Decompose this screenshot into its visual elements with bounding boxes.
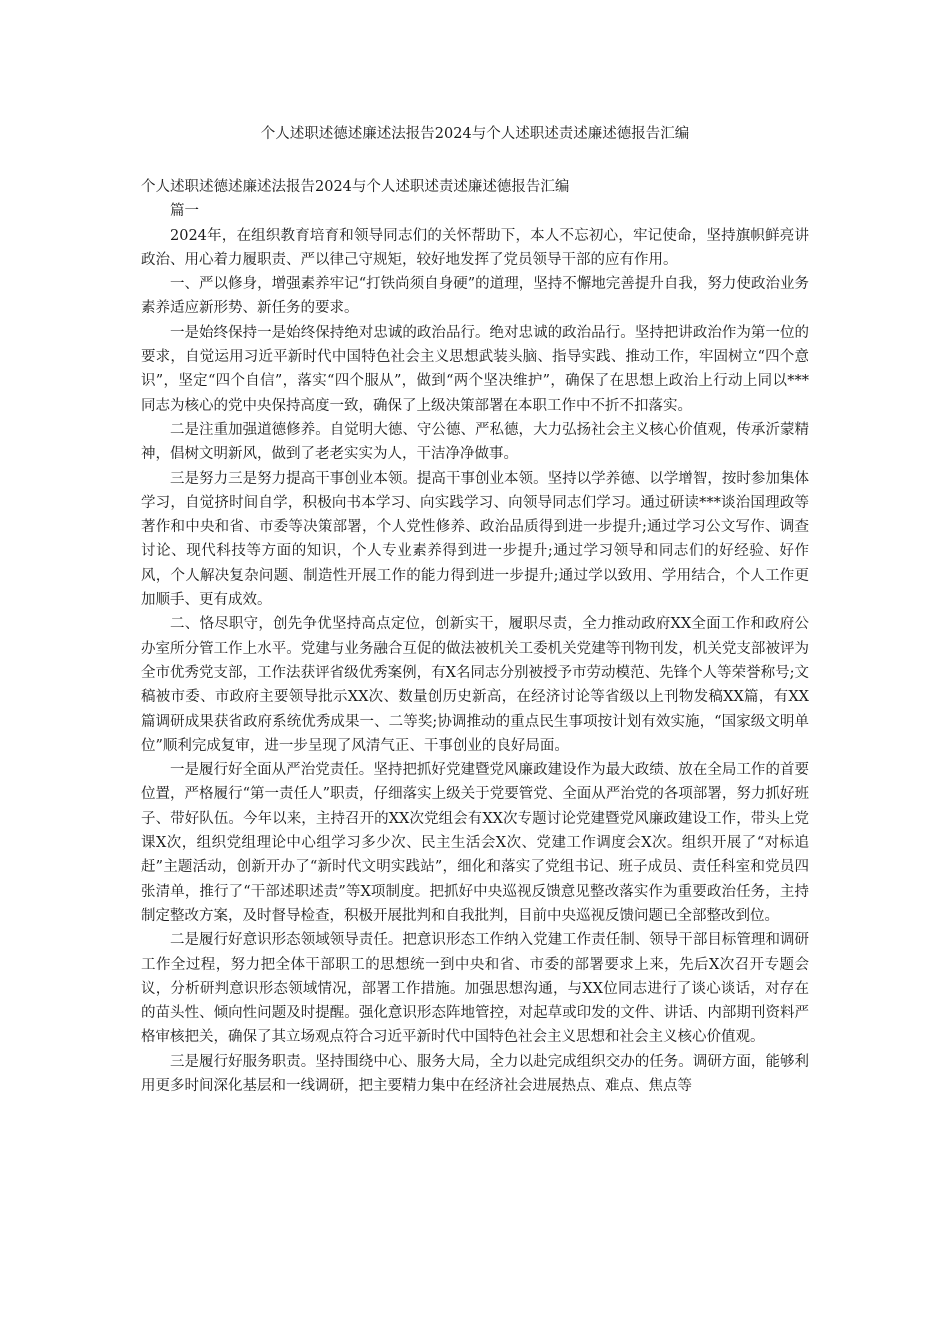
paragraph: 二是注重加强道德修养。自觉明大德、守公德、严私德，大力弘扬社会主义核心价值观，传承沂蒙精神，倡树文明新风，做到了老老实实为人，干洁净净做事。 bbox=[141, 421, 809, 463]
paragraph: 二、恪尽职守，创先争优坚持高点定位，创新实干，履职尽责，全力推动政府XX全面工作和政府公办室所分管工作上水平。党建与业务融合互促的做法被机关工委机关党建等刊物刊发，机关党支部被评为全市优秀党支部，工作法获评省级优秀案例，有X名同志分别被授予市劳动模范、先锋个人等荣誉称号;文稿被市委、市政府主要领导批示XX次、数量创历史新高，在经济讨论等省级以上刊物发稿XX篇，有XX篇调研成果获省政府系统优秀成果一、二等奖;协调推动的重点民生事项按计划有效实施，“国家级文明单位”顺利完成复审，进一步呈现了风清气正、干事创业的良好局面。 bbox=[141, 616, 809, 754]
paragraph: 一、严以修身，增强素养牢记“打铁尚须自身硬”的道理，坚持不懈地完善提升自我，努力使政治业务素养适应新形势、新任务的要求。 bbox=[141, 276, 809, 317]
section-label: 篇一 bbox=[170, 203, 199, 220]
paragraph: 一是始终保持一是始终保持绝对忠诚的政治品行。绝对忠诚的政治品行。坚持把讲政治作为第一位的要求，自觉运用习近平新时代中国特色社会主义思想武装头脑、指导实践、推动工作，牢固树立“四个意识”，坚定“四个自信”，落实“四个服从”，做到“两个坚决维护”，确保了在思想上政治上行动上同以***同志为核心的党中央保持高度一致，确保了上级决策部署在本职工作中不折不扣落实。 bbox=[141, 324, 809, 414]
document-body bbox=[141, 175, 809, 1098]
document-subtitle: 个人述职述德述廉述法报告2024与个人述职述责述廉述德报告汇编 bbox=[141, 179, 570, 195]
paragraph: 三是履行好服务职责。坚持围绕中心、服务大局，全力以赴完成组织交办的任务。调研方面，能够利用更多时间深化基层和一线调研，把主要精力集中在经济社会进展热点、难点、焦点等 bbox=[141, 1053, 809, 1094]
paragraph: 二是履行好意识形态领域领导责任。把意识形态工作纳入党建工作责任制、领导干部目标管理和调研工作全过程，努力把全体干部职工的思想统一到中央和省、市委的部署要求上来，先后X次召开专题会议，分析研判意识形态领域情况，部署工作措施。加强思想沟通，与XX位同志进行了谈心谈话，对存在的苗头性、倾向性问题及时提醒。强化意识形态阵地管控，对起草或印发的文件、讲话、内部期刊资料严格审核把关，确保了其立场观点符合习近平新时代中国特色社会主义思想和社会主义核心价值观。 bbox=[141, 932, 809, 1046]
paragraph: 一是履行好全面从严治党责任。坚持把抓好党建暨党风廉政建设作为最大政绩、放在全局工作的首要位置，严格履行“第一责任人”职责，仔细落实上级关于党要管党、全面从严治党的各项部署，努力抓好班子、带好队伍。今年以来，主持召开的XX次党组会有XX次专题讨论党建暨党风廉政建设工作，带头上党课X次，组织党组理论中心组学习多少次、民主生活会X次、党建工作调度会X次。组织开展了“对标追赶”主题活动，创新开办了“新时代文明实践站”，细化和落实了党组书记、班子成员、责任科室和党员四张清单，推行了“干部述职述责”等X项制度。把抓好中央巡视反馈意见整改落实作为重要政治任务，主持制定整改方案，及时督导检查，积极开展批判和自我批判，目前中央巡视反馈问题已全部整改到位。 bbox=[141, 762, 809, 924]
paragraph: 2024年，在组织教育培育和领导同志们的关怀帮助下，本人不忘初心，牢记使命，坚持旗帜鲜亮讲政治、用心着力履职责、严以律己守规矩，较好地发挥了党员领导干部的应有作用。 bbox=[141, 227, 809, 268]
paragraph: 三是努力三是努力提高干事创业本领。提高干事创业本领。坚持以学养德、以学增智，按时参加集体学习，自觉挤时间自学，积极向书本学习、向实践学习、向领导同志们学习。通过研读***谈治国理政等著作和中央和省、市委等决策部署，个人党性修养、政治品质得到进一步提升;通过学习公文写作、调查讨论、现代科技等方面的知识，个人专业素养得到进一步提升;通过学习领导和同志们的好经验、好作风，个人解决复杂问题、制造性开展工作的能力得到进一步提升;通过学以致用、学用结合，个人工作更加顺手、更有成效。 bbox=[141, 470, 809, 609]
document-title: 个人述职述德述廉述法报告2024与个人述职述责述廉述德报告汇编 bbox=[260, 126, 690, 142]
